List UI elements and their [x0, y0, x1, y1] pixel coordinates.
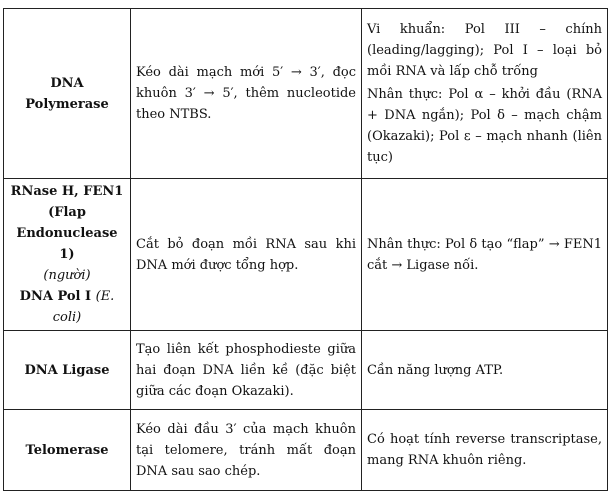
enzyme-function: Tạo liên kết phosphodieste giữa hai đoạn DNA liền kề (đặc biệt giữa các đoạn Okazaki).: [131, 331, 362, 410]
enzyme-notes: Có hoạt tính reverse transcriptase, mang RNA khuôn riêng.: [362, 410, 608, 491]
enzyme-name-line: RNase H, FEN1 (Flap Endonuclease 1): [10, 184, 124, 262]
table-row: [4, 331, 608, 410]
enzyme-name: [4, 9, 131, 179]
enzyme-table: [3, 8, 608, 491]
enzyme-notes: Nhân thực: Pol δ tạo “flap” → FEN1 cắt → Ligase nối.: [362, 179, 608, 331]
enzyme-name: DNA Ligase: [4, 331, 131, 410]
enzyme-name-line: Polymerase: [25, 96, 109, 112]
enzyme-function: Kéo dài đầu 3′ của mạch khuôn tại telomere, tránh mất đoạn DNA sau sao chép.: [131, 410, 362, 491]
enzyme-name-line: DNA: [50, 75, 84, 91]
enzyme-name-line: DNA Pol I: [19, 289, 92, 304]
table-row: [4, 410, 608, 491]
enzyme-name: [4, 179, 131, 331]
enzyme-notes: Cần năng lượng ATP.: [362, 331, 608, 410]
table-row: [4, 9, 608, 179]
enzyme-function: Cắt bỏ đoạn mồi RNA sau khi DNA mới được tổng hợp.: [131, 179, 362, 331]
enzyme-function: Kéo dài mạch mới 5′ → 3′, đọc khuôn 3′ → 5′, thêm nucleotide theo NTBS.: [131, 9, 362, 179]
note-paragraph: Nhân thực: Pol α – khởi đầu (RNA + DNA ngắn); Pol δ – mạch chậm (Okazaki); Pol ε – mạch nhanh (liên tục): [367, 87, 602, 165]
organism-label: (E. coli): [52, 289, 115, 325]
organism-label: (người): [43, 268, 91, 283]
enzyme-notes: [362, 9, 608, 179]
enzyme-name: Telomerase: [4, 410, 131, 491]
table-row: [4, 179, 608, 331]
note-paragraph: Vi khuẩn: Pol III – chính (leading/lagging); Pol I – loại bỏ mồi RNA và lấp chỗ trống: [367, 22, 602, 79]
